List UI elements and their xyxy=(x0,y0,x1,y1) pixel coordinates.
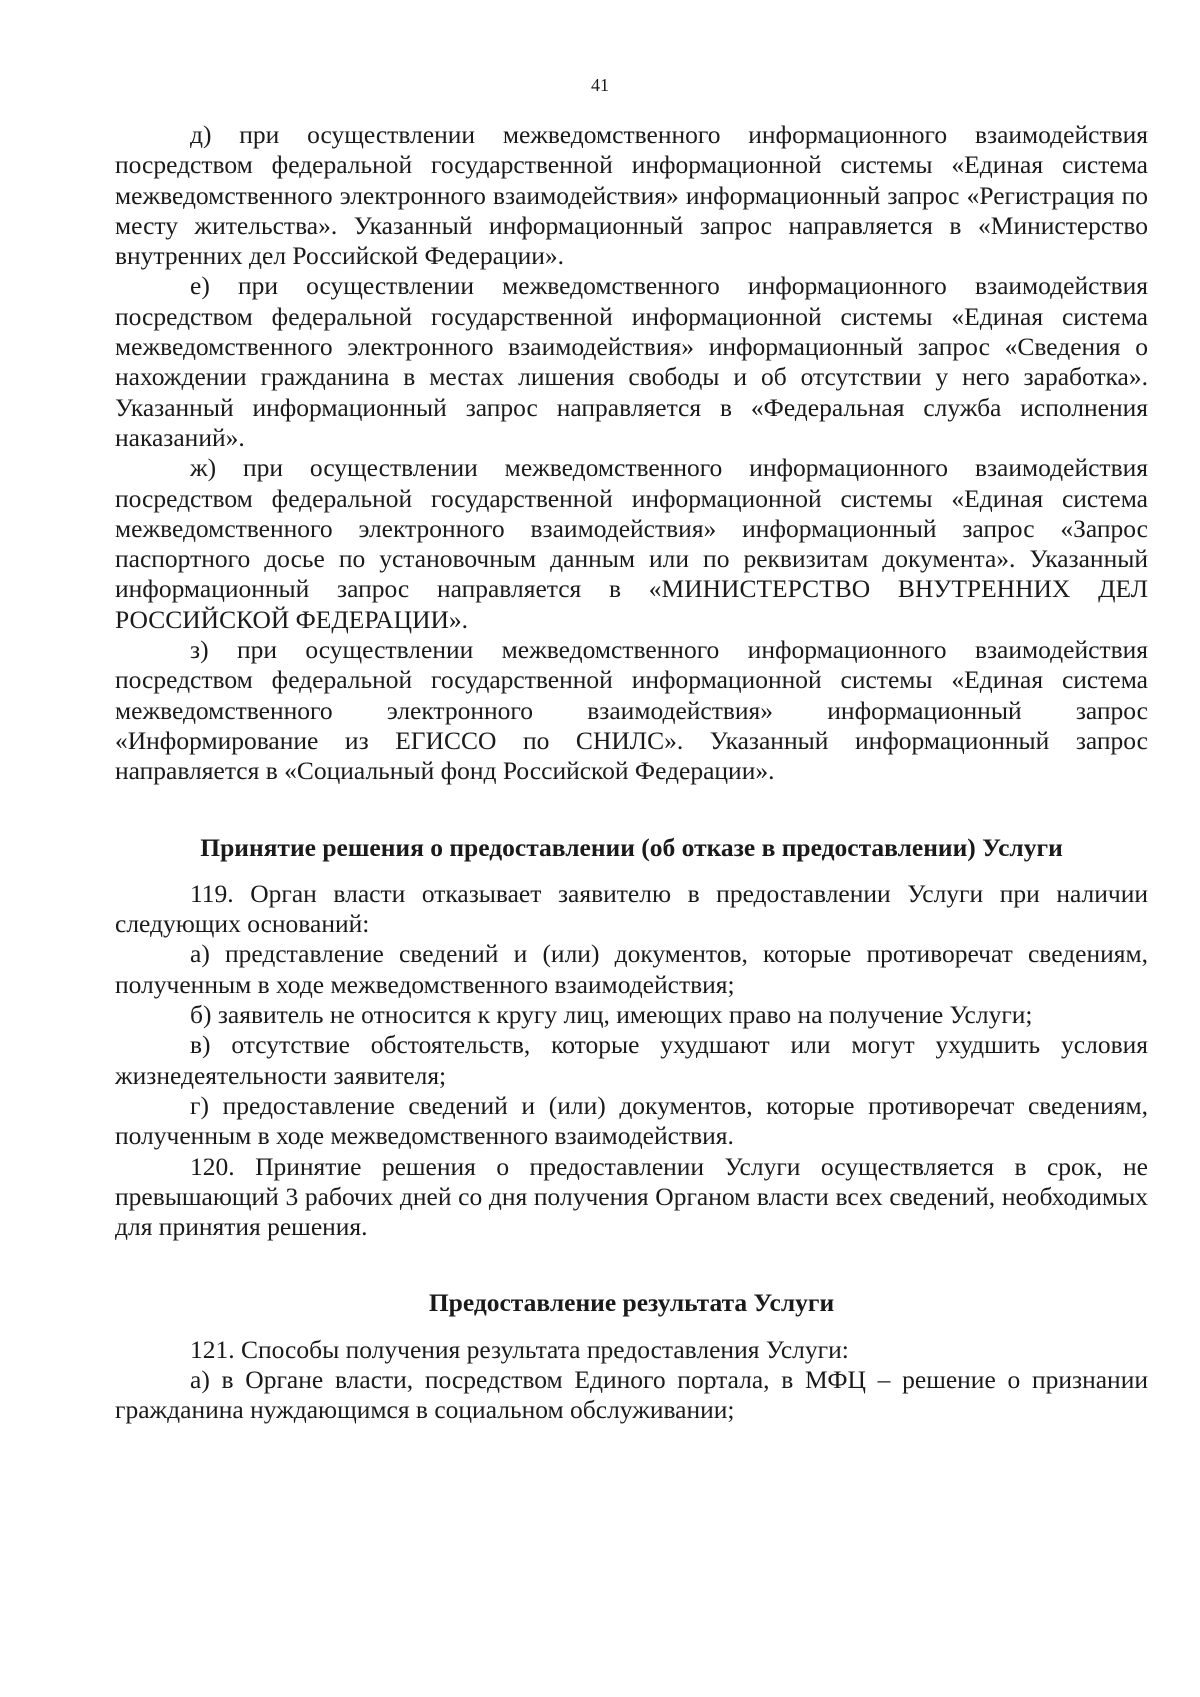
page-number: 41 xyxy=(591,75,609,95)
section-heading-decision: Принятие решения о предоставлении (об отказе в предоставлении) Услуги xyxy=(200,832,1063,862)
paragraph-119-v: в) отсутствие обстоятельств, которые ухудшают или могут ухудшить условия жизнедеятельности заявителя; xyxy=(115,1030,1148,1090)
paragraph-119-g: г) предоставление сведений и (или) документов, которые противоречат сведениям, полученным в ходе межведомственного взаимодействия. xyxy=(115,1090,1148,1151)
paragraph-119-b: б) заявитель не относится к кругу лиц, имеющих право на получение Услуги; xyxy=(190,1000,1033,1030)
section-heading-result: Предоставление результата Услуги xyxy=(428,1288,835,1318)
paragraph-121-a: а) в Органе власти, посредством Единого портала, в МФЦ – решение о признании гражданина нуждающимся в социальном обслуживании; xyxy=(115,1364,1148,1425)
paragraph-zh: ж) при осуществлении межведомственного информационного взаимодействия посредством федеральной государственной информационной системы «Единая система межведомственного электронного взаимодействия» информационный запрос «Запрос паспортного досье по установочным данным или по реквизитам документа». Указанный информационный запрос направляется в «МИНИСТЕРСТВО ВНУТРЕННИХ ДЕЛ РОССИЙСКОЙ ФЕДЕРАЦИИ». xyxy=(115,453,1148,634)
paragraph-z: з) при осуществлении межведомственного информационного взаимодействия посредством федеральной государственной информационной системы «Единая система межведомственного электронного взаимодействия» информационный запрос «Информирование из ЕГИССО по СНИЛС». Указанный информационный запрос направляется в «Социальный фонд Российской Федерации». xyxy=(115,635,1148,786)
paragraph-119: 119. Орган власти отказывает заявителю в предоставлении Услуги при наличии следующих оснований: xyxy=(115,878,1148,939)
paragraph-e: е) при осуществлении межведомственного информационного взаимодействия посредством федеральной государственной информационной системы «Единая система межведомственного электронного взаимодействия» информационный запрос «Сведения о нахождении гражданина в местах лишения свободы и об отсутствии у него заработка». Указанный информационный запрос направляется в «Федеральная служба исполнения наказаний». xyxy=(115,271,1148,452)
paragraph-119-a: а) представление сведений и (или) документов, которые противоречат сведениям, полученным в ходе межведомственного взаимодействия; xyxy=(115,939,1148,999)
document-body xyxy=(115,120,1148,1426)
paragraph-120: 120. Принятие решения о предоставлении Услуги осуществляется в срок, не превышающий 3 рабочих дней со дня получения Органом власти всех сведений, необходимых для принятия решения. xyxy=(115,1151,1148,1242)
paragraph-121: 121. Способы получения результата предоставления Услуги: xyxy=(190,1334,849,1364)
paragraph-d: д) при осуществлении межведомственного информационного взаимодействия посредством федеральной государственной информационной системы «Единая система межведомственного электронного взаимодействия» информационный запрос «Регистрация по месту жительства». Указанный информационный запрос направляется в «Министерство внутренних дел Российской Федерации». xyxy=(115,120,1148,271)
